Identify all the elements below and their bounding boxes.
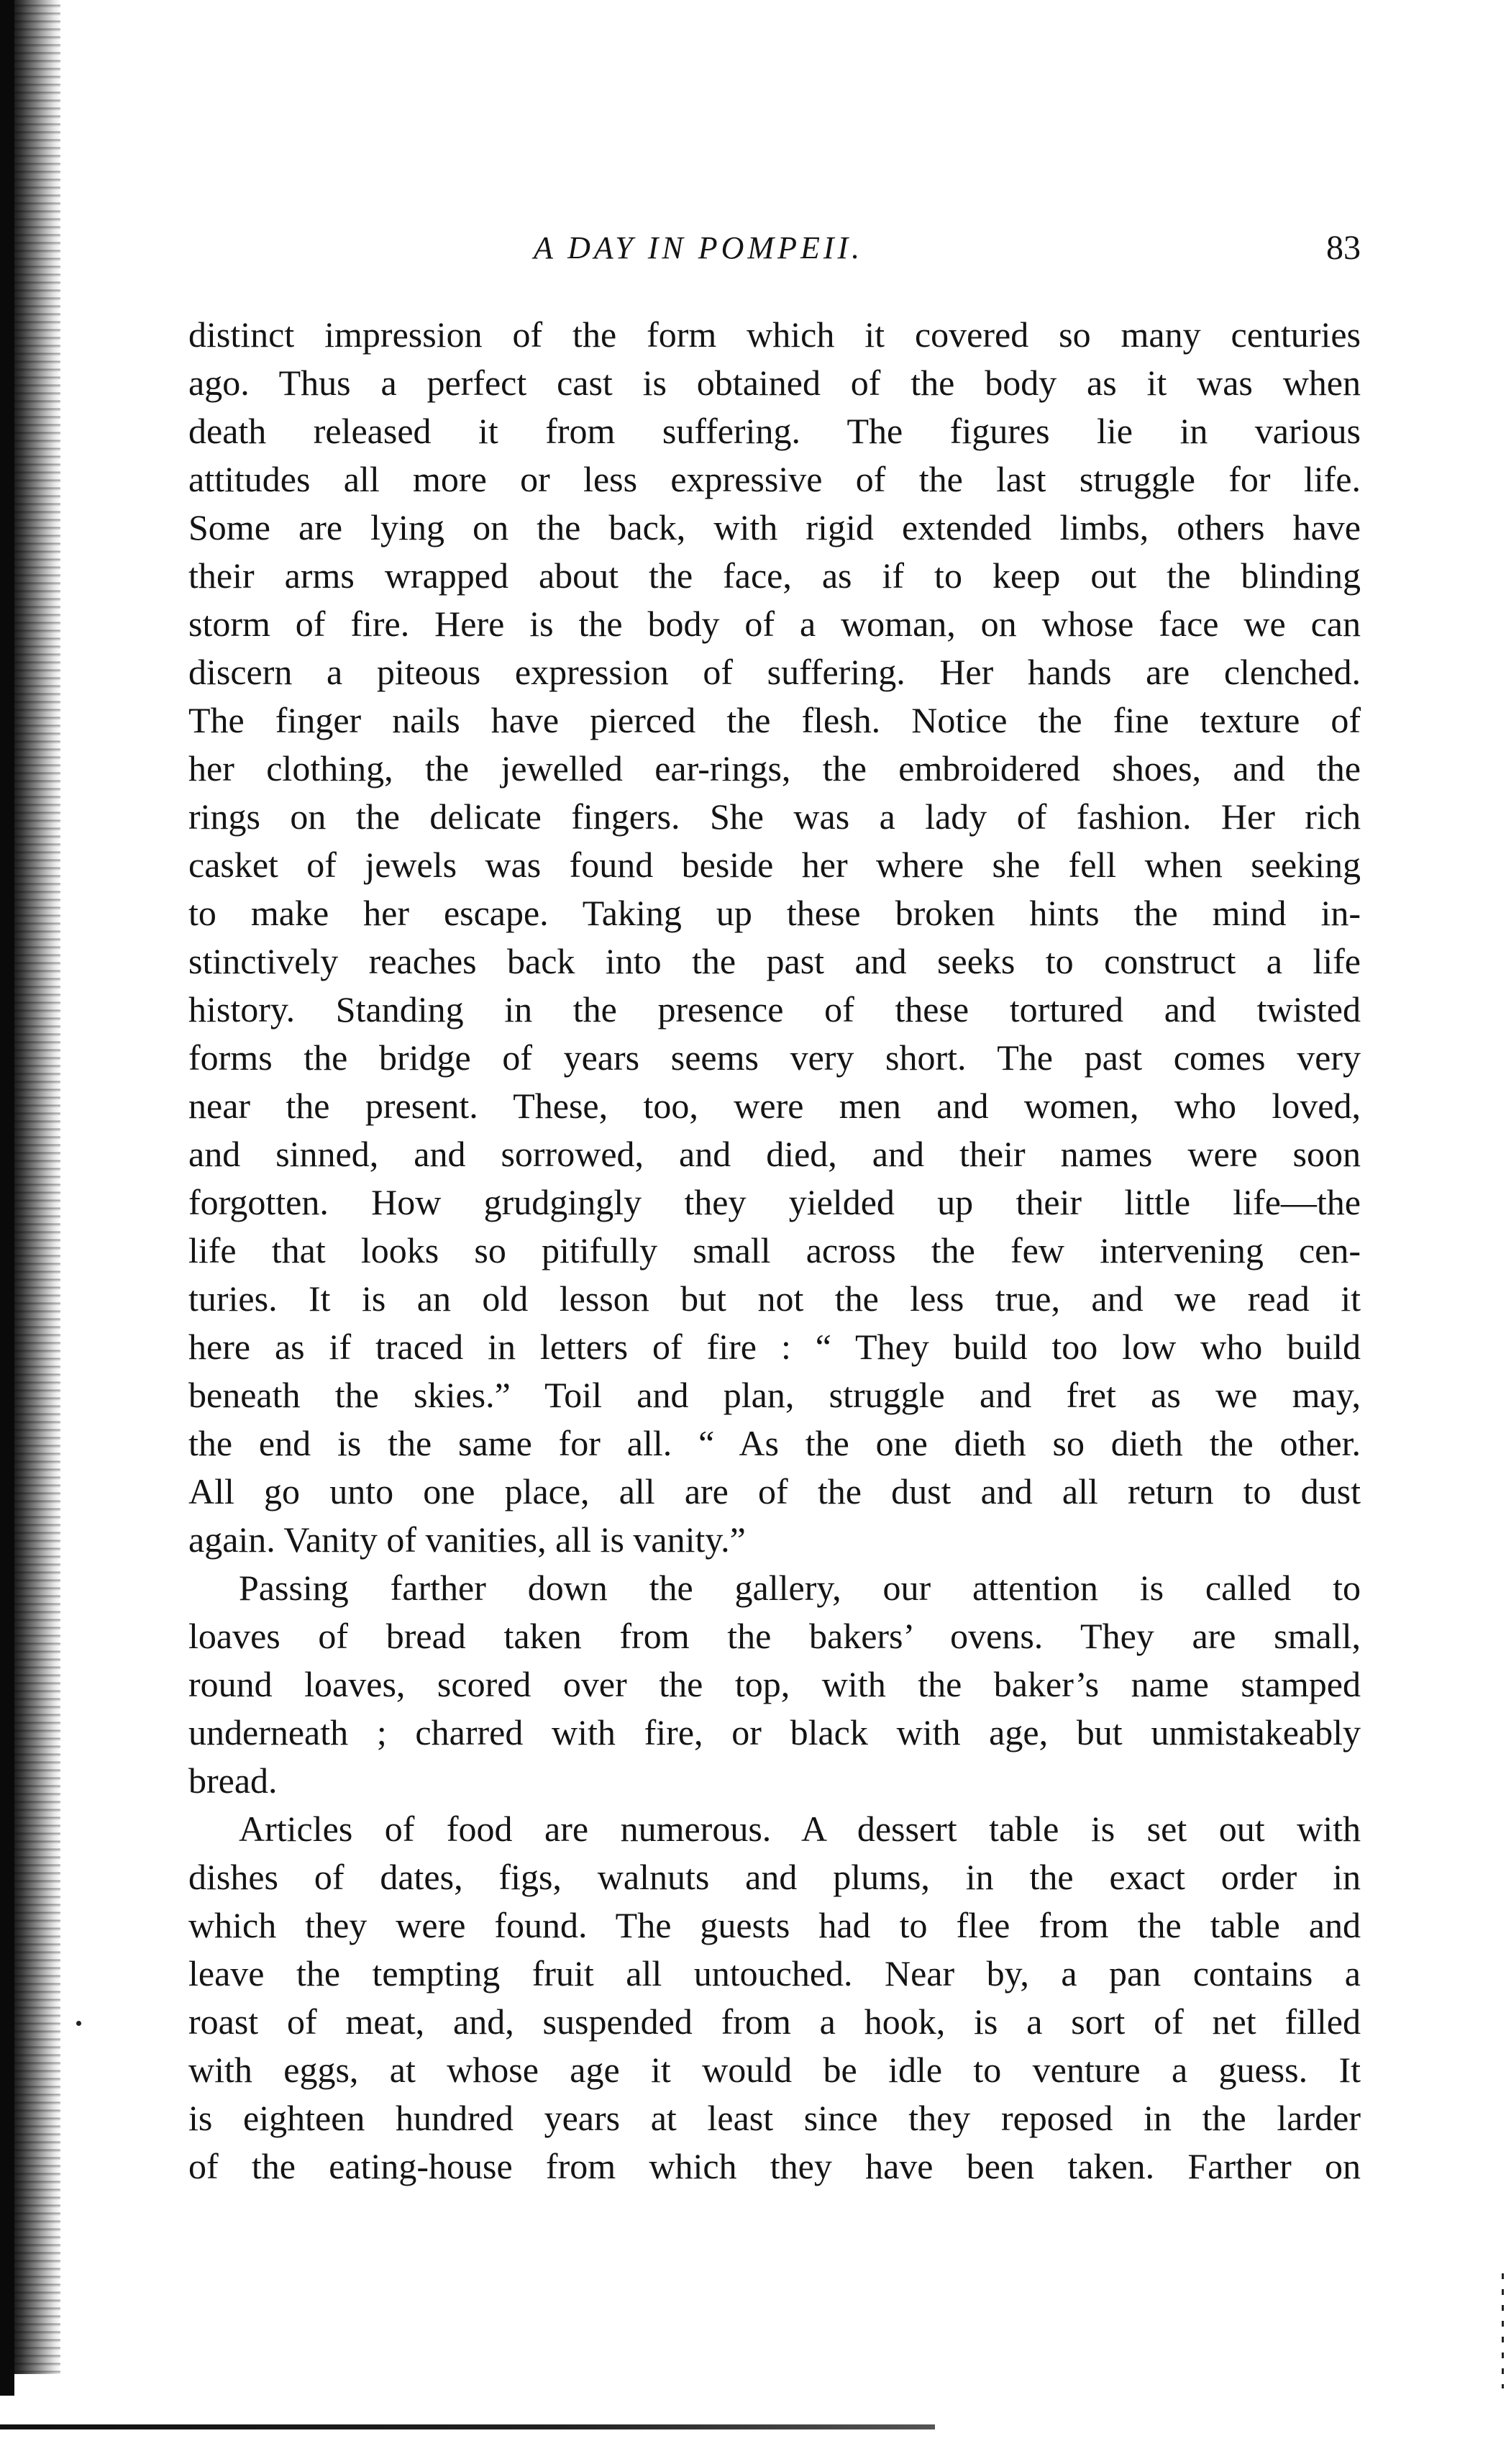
binding-shadow	[0, 0, 14, 2396]
text-line: forms the bridge of years seems very short. The past comes very	[188, 1037, 1361, 1078]
text-line: turies. It is an old lesson but not the less true, and we read it	[188, 1278, 1361, 1319]
text-line: The finger nails have pierced the flesh. Notice the fine texture of	[188, 700, 1361, 740]
running-title: A DAY IN POMPEII.	[534, 230, 864, 265]
text-line: of the eating-house from which they have been taken. Farther on	[188, 2146, 1361, 2186]
running-header	[188, 223, 1361, 273]
text-line: storm of fire. Here is the body of a woman, on whose face we can	[188, 604, 1361, 644]
text-line: attitudes all more or less expressive of the last struggle for life.	[188, 459, 1361, 499]
ink-speck	[76, 2021, 81, 2026]
text-line: life that looks so pitifully small across the few intervening cen-	[188, 1230, 1361, 1270]
paragraph-start-line: Articles of food are numerous. A dessert table is set out with	[239, 1809, 1361, 1849]
text-line: is eighteen hundred years at least since they reposed in the larder	[188, 2098, 1361, 2138]
text-line: which they were found. The guests had to flee from the table and	[188, 1905, 1361, 1945]
text-line: Some are lying on the back, with rigid extended limbs, others have	[188, 507, 1361, 547]
text-line: death released it from suffering. The figures lie in various	[188, 411, 1361, 451]
paragraph-end-line: bread.	[188, 1760, 278, 1801]
text-line: round loaves, scored over the top, with the baker’s name stamped	[188, 1664, 1361, 1704]
body-text	[188, 311, 1361, 2191]
page-number: 83	[1326, 229, 1361, 267]
text-line: casket of jewels was found beside her where she fell when seeking	[188, 845, 1361, 885]
text-line: rings on the delicate fingers. She was a lady of fashion. Her rich	[188, 796, 1361, 837]
text-line: stinctively reaches back into the past and seeks to construct a life	[188, 941, 1361, 981]
text-line: ago. Thus a perfect cast is obtained of the body as it was when	[188, 363, 1361, 403]
text-line: beneath the skies.” Toil and plan, struggle and fret as we may,	[188, 1375, 1361, 1415]
text-line: and sinned, and sorrowed, and died, and their names were soon	[188, 1134, 1361, 1174]
scan-bottom-edge	[0, 2424, 935, 2429]
text-line: to make her escape. Taking up these broken hints the mind in-	[188, 893, 1361, 933]
text-line: history. Standing in the presence of these tortured and twisted	[188, 989, 1361, 1029]
text-line: the end is the same for all. “ As the one dieth so dieth the other.	[188, 1423, 1361, 1463]
text-line: distinct impression of the form which it covered so many centuries	[188, 314, 1361, 355]
paragraph-start-line: Passing farther down the gallery, our attention is called to	[239, 1568, 1361, 1608]
text-line: loaves of bread taken from the bakers’ ovens. They are small,	[188, 1616, 1361, 1656]
text-line: forgotten. How grudgingly they yielded up their little life—the	[188, 1182, 1361, 1222]
scan-noise-marks	[1502, 2273, 1504, 2388]
text-line: All go unto one place, all are of the dust and all return to dust	[188, 1471, 1361, 1511]
paragraph-end-line: again. Vanity of vanities, all is vanity.”	[188, 1519, 746, 1560]
text-line: here as if traced in letters of fire : “ They build too low who build	[188, 1327, 1361, 1367]
text-line: her clothing, the jewelled ear-rings, the embroidered shoes, and the	[188, 748, 1361, 788]
text-line: discern a piteous expression of suffering. Her hands are clenched.	[188, 652, 1361, 692]
text-line: their arms wrapped about the face, as if to keep out the blinding	[188, 555, 1361, 596]
text-line: near the present. These, too, were men and women, who loved,	[188, 1086, 1361, 1126]
text-line: leave the tempting fruit all untouched. Near by, a pan contains a	[188, 1953, 1361, 1994]
text-line: dishes of dates, figs, walnuts and plums, in the exact order in	[188, 1857, 1361, 1897]
text-line: roast of meat, and, suspended from a hook, is a sort of net filled	[188, 2001, 1361, 2042]
text-line: underneath ; charred with fire, or black with age, but unmistakeably	[188, 1712, 1361, 1752]
text-line: with eggs, at whose age it would be idle to venture a guess. It	[188, 2050, 1361, 2090]
